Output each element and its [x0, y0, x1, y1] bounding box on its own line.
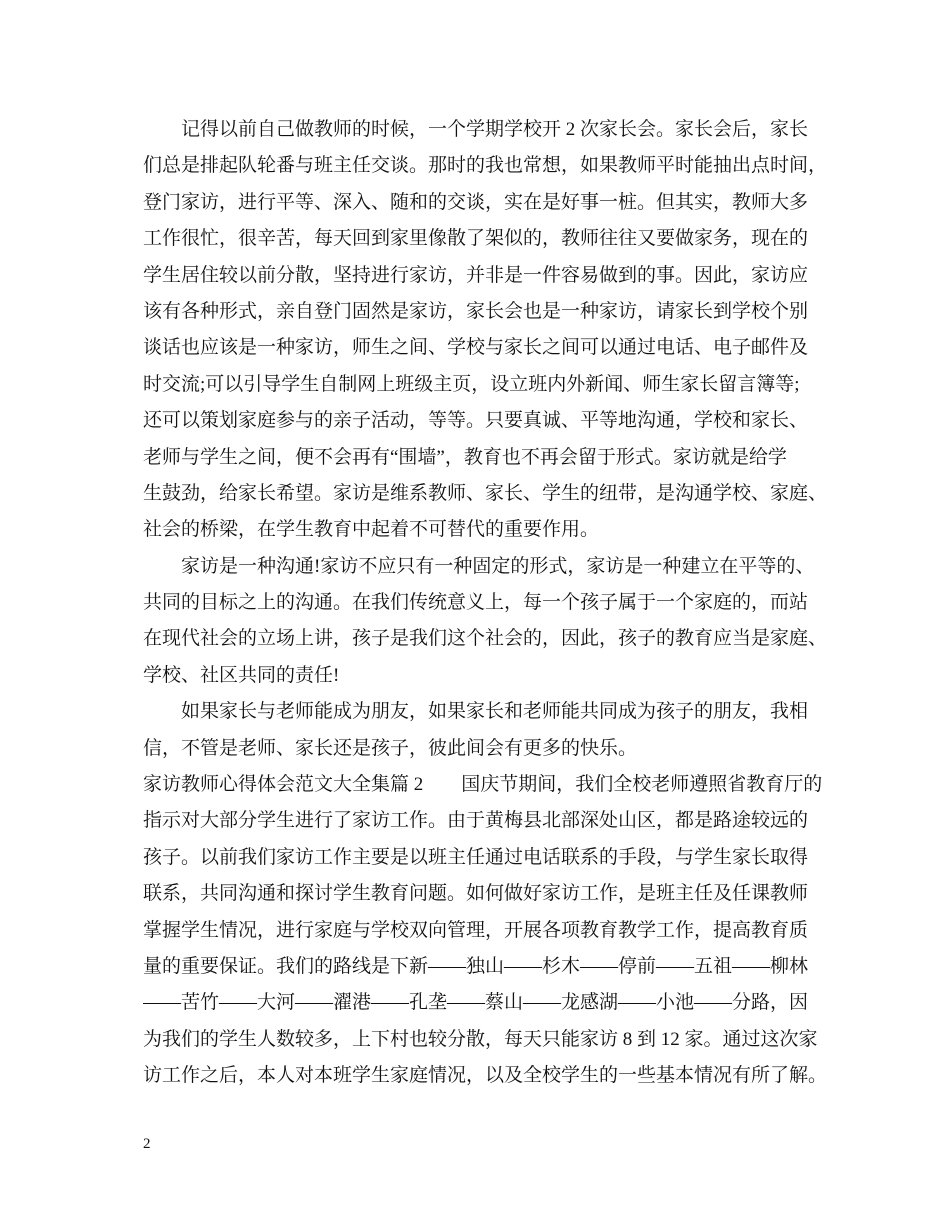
text-line: 在现代社会的立场上讲，孩子是我们这个社会的，因此，孩子的教育应当是家庭、: [143, 628, 828, 650]
text-line: 孩子。以前我们家访工作主要是以班主任通过电话联系的手段，与学生家长取得: [143, 846, 809, 868]
text-line: 谈话也应该是一种家访，师生之间、学校与家长之间可以通过电话、电子邮件及: [143, 337, 809, 359]
text-line: 为我们的学生人数较多，上下村也较分散，每天只能家访 8 到 12 家。通过这次家: [143, 1028, 818, 1050]
text-line-lead: 国庆节期间，我们全校老师遵照省教育厅的: [461, 774, 823, 796]
paragraph-section-2: [143, 767, 843, 1095]
text-line: 联系，共同沟通和探讨学生教育问题。如何做好家访工作，是班主任及任课教师: [143, 883, 809, 905]
text-line: 共同的目标之上的沟通。在我们传统意义上，每一个孩子属于一个家庭的，而站: [143, 592, 809, 614]
text-line: 生鼓劲，给家长希望。家访是维系教师、家长、学生的纽带，是沟通学校、家庭、: [143, 482, 828, 504]
text-line: 时交流;可以引导学生自制网上班级主页，设立班内外新闻、师生家长留言簿等;: [143, 373, 800, 395]
text-line: 访工作之后，本人对本班学生家庭情况，以及全校学生的一些基本情况有所了解。: [143, 1065, 828, 1087]
document-body: [143, 112, 843, 1095]
text-line: 指示对大部分学生进行了家访工作。由于黄梅县北部深处山区，都是路途较远的: [143, 810, 809, 832]
text-line: 登门家访，进行平等、深入、随和的交谈，实在是好事一桩。但其实，教师大多: [143, 191, 809, 213]
text-line: 记得以前自己做教师的时候，一个学期学校开 2 次家长会。家长会后，家长: [181, 119, 809, 140]
text-line: 工作很忙，很辛苦，每天回到家里像散了架似的，教师往往又要做家务，现在的: [143, 228, 809, 250]
text-line: 们总是排起队轮番与班主任交谈。那时的我也常想，如果教师平时能抽出点时间，: [143, 155, 828, 177]
text-line: 学生居住较以前分散，坚持进行家访，并非是一件容易做到的事。因此，家访应: [143, 264, 809, 286]
text-line: 学校、社区共同的责任!: [143, 664, 340, 686]
paragraph-home-visit-experience: [143, 112, 843, 549]
paragraph-communication: [143, 549, 843, 695]
text-line: 该有各种形式，亲自登门固然是家访，家长会也是一种家访，请家长到学校个别: [143, 300, 809, 322]
text-line: 老师与学生之间，便不会再有“围墙”，教育也不再会留于形式。家访就是给学: [143, 446, 787, 468]
text-line: 掌握学生情况，进行家庭与学校双向管理，开展各项教育教学工作，提高教育质: [143, 919, 809, 941]
text-line: 还可以策划家庭参与的亲子活动，等等。只要真诚、平等地沟通，学校和家长、: [143, 410, 809, 432]
text-line: ——苦竹——大河——濯港——孔垄——蔡山——龙感湖——小池——分路，因: [143, 992, 809, 1014]
section-heading-line: [143, 767, 843, 803]
section-title: 家访教师心得体会范文大全集篇 2: [143, 774, 424, 796]
text-line: 家访是一种沟通!家访不应只有一种固定的形式，家访是一种建立在平等的、: [181, 555, 815, 577]
text-line: 量的重要保证。我们的路线是下新——独山——杉木——停前——五祖——柳林: [143, 955, 809, 977]
text-line: 信，不管是老师、家长还是孩子，彼此间会有更多的快乐。: [143, 737, 638, 759]
paragraph-friendship: [143, 694, 843, 767]
text-line: 社会的桥梁，在学生教育中起着不可替代的重要作用。: [143, 519, 600, 541]
text-line: 如果家长与老师能成为朋友，如果家长和老师能共同成为孩子的朋友，我相: [181, 701, 809, 723]
page-number: 2: [143, 1136, 151, 1152]
